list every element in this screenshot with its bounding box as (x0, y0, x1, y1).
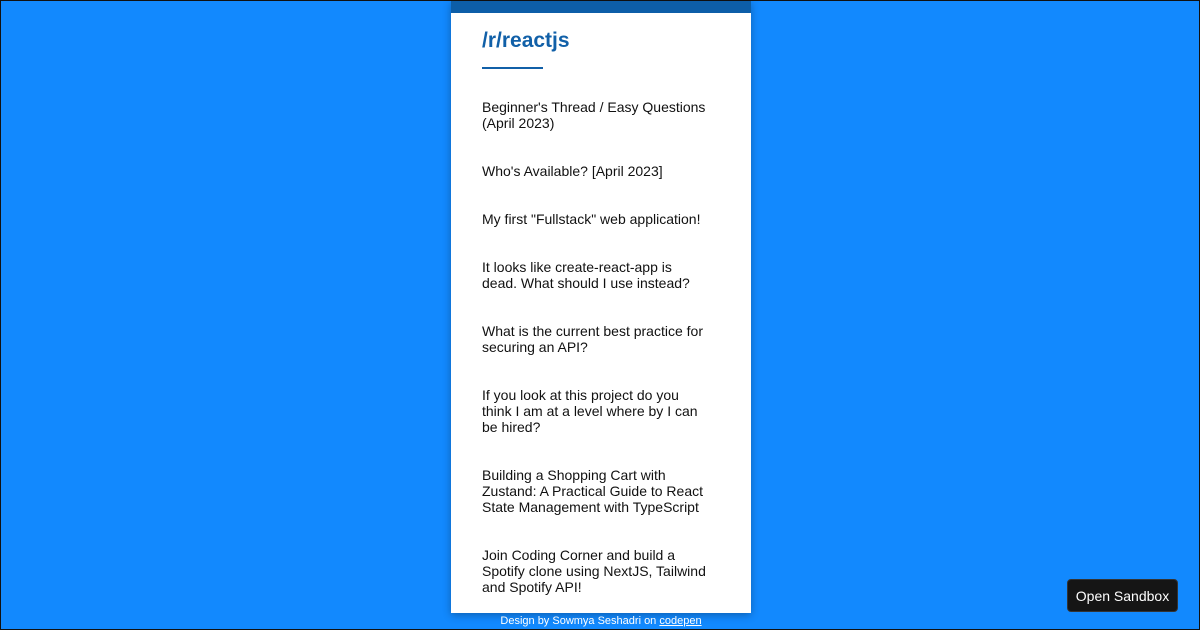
post-item[interactable]: If you look at this project do you think I am at a level where by I can be hired? (482, 387, 698, 435)
post-item[interactable]: My first "Fullstack" web application! (482, 211, 701, 227)
post-item[interactable]: Beginner's Thread / Easy Questions (April 2023) (482, 99, 706, 131)
post-item[interactable]: It looks like create-react-app is dead. What should I use instead? (482, 259, 690, 291)
post-list (482, 99, 707, 595)
post-item[interactable]: Who's Available? [April 2023] (482, 163, 663, 179)
codepen-link[interactable]: codepen (659, 615, 702, 627)
post-item[interactable]: What is the current best practice for securing an API? (482, 323, 703, 355)
footer-text: Design by Sowmya Seshadri on (500, 615, 657, 627)
subreddit-title: /r/reactjs (482, 29, 570, 52)
card-top-bar (451, 1, 751, 13)
subreddit-card (451, 1, 751, 613)
open-sandbox-button[interactable]: Open Sandbox (1067, 579, 1178, 612)
title-underline (482, 67, 543, 69)
post-item[interactable]: Building a Shopping Cart with Zustand: A Practical Guide to React State Management with TypeScript (482, 467, 704, 515)
footer-credit (451, 615, 751, 627)
post-item[interactable]: Join Coding Corner and build a Spotify clone using NextJS, Tailwind and Spotify API! (482, 547, 706, 595)
